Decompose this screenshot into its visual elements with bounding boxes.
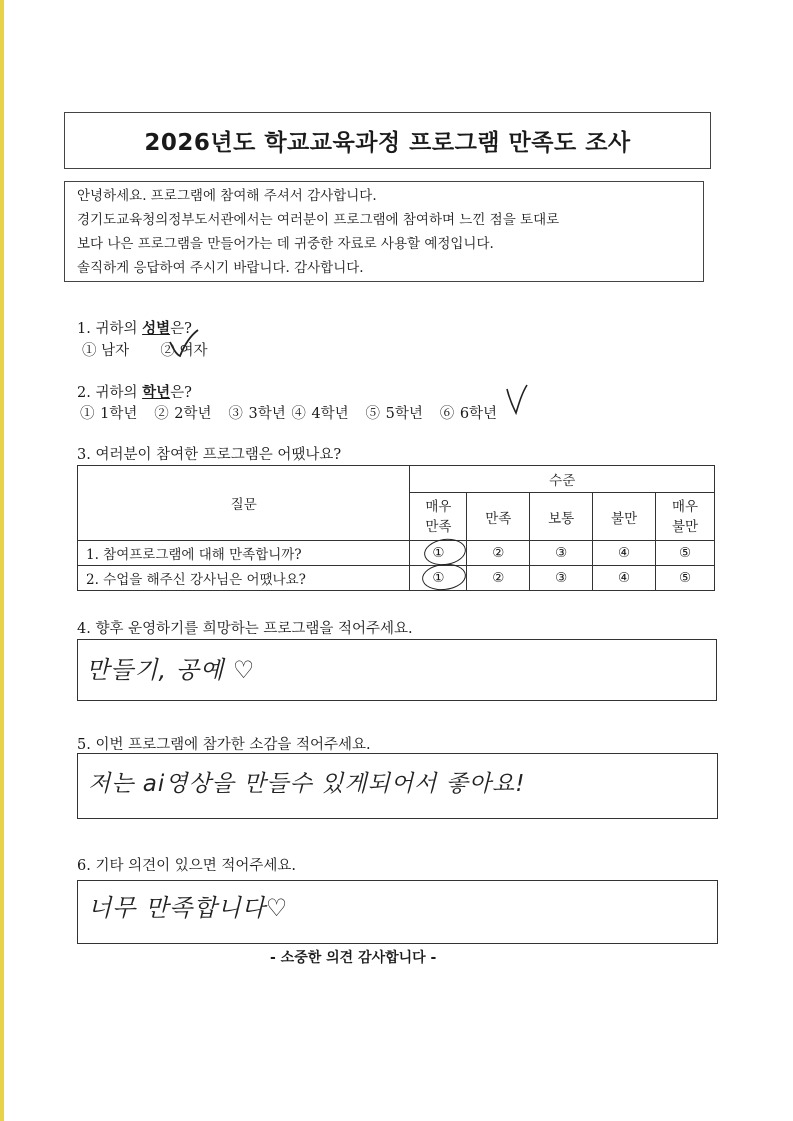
- question-2-options: [80, 402, 497, 423]
- intro-line: 경기도교육청의정부도서관에서는 여러분이 프로그램에 참여하며 느낀 점을 토대로: [77, 212, 560, 228]
- option-female[interactable]: ② 여자: [160, 343, 208, 359]
- option-grade-3[interactable]: ③ 3학년: [228, 406, 286, 422]
- intro-line: 안녕하세요. 프로그램에 참여해 주셔서 감사합니다.: [77, 188, 377, 204]
- table-header-scale: 불만: [593, 493, 656, 541]
- scale-option[interactable]: ④: [593, 566, 656, 591]
- option-grade-1[interactable]: ① 1학년: [80, 406, 138, 422]
- option-male[interactable]: ① 남자: [82, 343, 130, 359]
- scale-option[interactable]: ②: [467, 566, 530, 591]
- intro-line: 보다 나은 프로그램을 만들어가는 데 귀중한 자료로 사용할 예정입니다.: [77, 236, 494, 252]
- page-edge-stripe: [0, 0, 4, 1121]
- satisfaction-table: [77, 465, 715, 591]
- question-3-label: 3. 여러분이 참여한 프로그램은 어땠나요?: [77, 447, 342, 463]
- question-1-label: 1. 귀하의 성별은?: [77, 320, 192, 337]
- scale-option[interactable]: ②: [467, 541, 530, 566]
- table-header-scale: 매우 만족: [410, 493, 467, 541]
- question-1-keyword: 성별: [142, 320, 171, 337]
- intro-line: 솔직하게 응답하여 주시기 바랍니다. 감사합니다.: [77, 260, 364, 276]
- handwritten-answer: 저는 ai영상을 만들수 있게되어서 좋아요!: [88, 771, 526, 797]
- handwritten-answer: 만들기, 공예 ♡: [86, 656, 256, 684]
- scale-option[interactable]: ①: [410, 541, 467, 566]
- question-2-label: 2. 귀하의 학년은?: [77, 384, 192, 401]
- check-mark-icon: [166, 328, 202, 360]
- heart-icon: ♡: [265, 894, 289, 922]
- page-title: 2026년도 학교교육과정 프로그램 만족도 조사: [64, 112, 711, 169]
- option-grade-4[interactable]: ④ 4학년: [291, 406, 349, 422]
- question-5-label: 5. 이번 프로그램에 참가한 소감을 적어주세요.: [77, 737, 371, 753]
- scale-option[interactable]: ⑤: [656, 566, 715, 591]
- closing-message: - 소중한 의견 감사합니다 -: [270, 950, 437, 966]
- option-grade-2[interactable]: ② 2학년: [154, 406, 212, 422]
- table-question-cell: 1. 참여프로그램에 대해 만족합니까?: [78, 541, 410, 566]
- table-header-scale: 보통: [530, 493, 593, 541]
- table-question-cell: 2. 수업을 해주신 강사님은 어땠나요?: [78, 566, 410, 591]
- table-header-scale: 매우 불만: [656, 493, 715, 541]
- option-grade-5[interactable]: ⑤ 5학년: [365, 406, 423, 422]
- question-6-label: 6. 기타 의견이 있으면 적어주세요.: [77, 858, 296, 874]
- question-2-keyword: 학년: [142, 384, 171, 401]
- question-4-label: 4. 향후 운영하기를 희망하는 프로그램을 적어주세요.: [77, 621, 413, 637]
- table-header-level: 수준: [410, 466, 715, 493]
- table-header-scale: 만족: [467, 493, 530, 541]
- table-row: [78, 566, 715, 591]
- handwritten-answer: 너무 만족합니다♡: [88, 894, 289, 922]
- intro-box: [64, 181, 704, 282]
- scale-option[interactable]: ④: [593, 541, 656, 566]
- scale-option[interactable]: ③: [530, 566, 593, 591]
- scale-option[interactable]: ③: [530, 541, 593, 566]
- option-grade-6[interactable]: ⑥ 6학년: [439, 406, 498, 422]
- scale-option[interactable]: ⑤: [656, 541, 715, 566]
- table-header-question: 질문: [78, 466, 410, 541]
- check-mark-icon: [504, 383, 530, 417]
- heart-icon: ♡: [224, 656, 256, 684]
- scale-option[interactable]: ①: [410, 566, 467, 591]
- table-row: [78, 541, 715, 566]
